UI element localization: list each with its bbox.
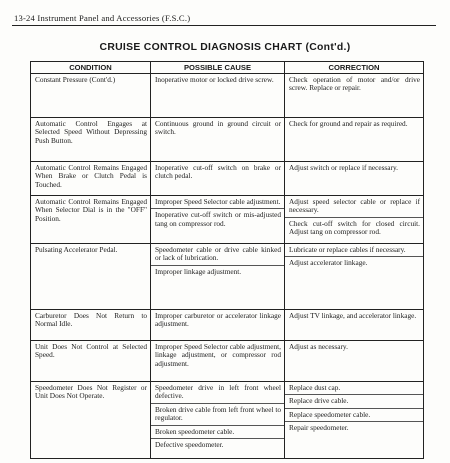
- chart-title: CRUISE CONTROL DIAGNOSIS CHART (Cont'd.): [99, 42, 351, 53]
- table-row: [31, 196, 424, 244]
- cause-text: Improper carburetor or accelerator linkage adjustment.: [155, 311, 281, 329]
- column-header-correction: CORRECTION: [285, 62, 424, 74]
- cause-text: Continuous ground in ground circuit or switch.: [155, 119, 281, 137]
- condition-cell: Speedometer Does Not Register or Unit Does Not Operate.: [31, 382, 151, 459]
- condition-cell: Automatic Control Remains Engaged When Brake or Clutch Pedal is Touched.: [31, 162, 151, 196]
- table-row: [31, 341, 424, 382]
- correction-cell: [285, 118, 424, 162]
- diagnosis-table: [30, 61, 424, 459]
- header-row: [31, 62, 424, 74]
- condition-cell: Automatic Control Remains Engaged When Selector Dial is in the "OFF" Position.: [31, 196, 151, 244]
- table-row: [31, 162, 424, 196]
- possible-cause-cell: [151, 310, 285, 341]
- correction-cell: [285, 310, 424, 341]
- possible-cause-cell: [151, 74, 285, 118]
- cause-text: Speedometer cable or drive cable kinked or lack of lubrication.: [155, 245, 281, 263]
- correction-text: Adjust switch or replace if necessary.: [289, 163, 398, 172]
- cause-text: Improper Speed Selector cable adjustment, linkage adjustment, or compressor rod adjustment.: [155, 342, 281, 368]
- condition-cell: Constant Pressure (Cont'd.): [31, 74, 151, 118]
- correction-text: Adjust as necessary.: [289, 342, 348, 351]
- correction-text: Check for ground and repair as required.: [289, 119, 408, 128]
- page-header: 13-24 Instrument Panel and Accessories (F.S.C.): [14, 13, 191, 23]
- correction-text: Repair speedometer.: [285, 421, 423, 432]
- cause-text: Improper linkage adjustment.: [151, 265, 284, 276]
- correction-text: Replace dust cap.: [289, 383, 341, 392]
- condition-cell: Carburetor Does Not Return to Normal Idle.: [31, 310, 151, 341]
- cause-text: Inoperative cut-off switch or mis-adjusted tang on compressor rod.: [151, 208, 284, 228]
- cause-text: Defective speedometer.: [151, 438, 284, 449]
- cause-text: Speedometer drive in left front wheel defective.: [155, 383, 281, 401]
- cause-text: Broken speedometer cable.: [151, 425, 284, 436]
- condition-cell: Unit Does Not Control at Selected Speed.: [31, 341, 151, 382]
- table-row: [31, 118, 424, 162]
- cause-text: Improper Speed Selector cable adjustment.: [155, 197, 281, 206]
- table-row: [31, 382, 424, 459]
- column-header-condition: CONDITION: [31, 62, 151, 74]
- correction-cell: [285, 162, 424, 196]
- correction-text: Check cut-off switch for closed circuit. Adjust tang on compressor rod.: [285, 217, 423, 237]
- possible-cause-cell: [151, 341, 285, 382]
- correction-text: Adjust accelerator linkage.: [285, 256, 423, 267]
- table-row: [31, 74, 424, 118]
- table-body: [31, 74, 424, 459]
- correction-text: Check operation of motor and/or drive screw. Replace or repair.: [289, 75, 420, 93]
- correction-cell: [285, 341, 424, 382]
- correction-text: Replace speedometer cable.: [285, 408, 423, 419]
- correction-cell: [285, 74, 424, 118]
- cause-text: Inoperative motor or locked drive screw.: [155, 75, 274, 84]
- cause-text: Inoperative cut-off switch on brake or clutch pedal.: [155, 163, 281, 181]
- possible-cause-cell: [151, 162, 285, 196]
- condition-cell: Automatic Control Engages at Selected Speed Without Depressing Push Button.: [31, 118, 151, 162]
- table-row: [31, 244, 424, 310]
- possible-cause-cell: [151, 196, 285, 244]
- correction-text: Adjust speed selector cable or replace if necessary.: [289, 197, 420, 215]
- possible-cause-cell: [151, 382, 285, 459]
- correction-cell: [285, 196, 424, 244]
- correction-text: Adjust TV linkage, and accelerator linkage.: [289, 311, 417, 320]
- cause-text: Broken drive cable from left front wheel to regulator.: [151, 403, 284, 423]
- correction-text: Lubricate or replace cables if necessary.: [289, 245, 406, 254]
- header-rule: [12, 25, 436, 26]
- correction-cell: [285, 244, 424, 310]
- correction-cell: [285, 382, 424, 459]
- possible-cause-cell: [151, 118, 285, 162]
- table-row: [31, 310, 424, 341]
- condition-cell: Pulsating Accelerator Pedal.: [31, 244, 151, 310]
- column-header-possible-cause: POSSIBLE CAUSE: [151, 62, 285, 74]
- correction-text: Replace drive cable.: [285, 394, 423, 405]
- possible-cause-cell: [151, 244, 285, 310]
